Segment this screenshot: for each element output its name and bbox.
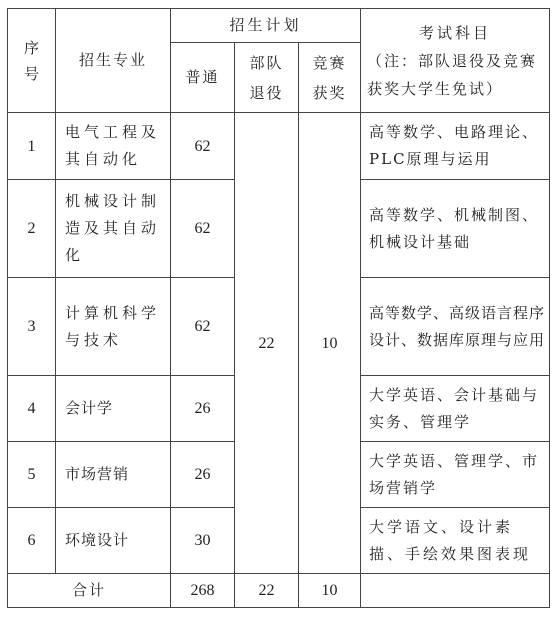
row-seq: 1	[8, 113, 56, 180]
row-major: 环境设计	[56, 508, 171, 574]
header-major: 招生专业	[56, 9, 171, 113]
row-exam: 大学语文、设计素描、手绘效果图表现	[361, 508, 550, 574]
row-major: 电气工程及其自动化	[56, 113, 171, 180]
row-seq: 6	[8, 508, 56, 574]
header-competition: 竞赛获奖	[299, 43, 361, 113]
total-competition: 10	[299, 574, 361, 608]
header-plan: 招生计划	[171, 9, 361, 43]
header-exam-note: （注：部队退役及竞赛获奖大学生免试）	[367, 51, 538, 98]
row-exam: 高等数学、高级语言程序设计、数据库原理与应用	[361, 278, 550, 376]
row-major: 会计学	[56, 376, 171, 442]
row-regular: 26	[171, 376, 235, 442]
merged-veteran: 22	[235, 113, 299, 574]
admissions-table	[7, 8, 550, 608]
row-regular: 62	[171, 113, 235, 180]
row-major: 机械设计制造及其自动化	[56, 180, 171, 278]
header-row-1	[8, 9, 550, 43]
row-seq: 4	[8, 376, 56, 442]
row-regular: 30	[171, 508, 235, 574]
row-major: 市场营销	[56, 442, 171, 508]
row-seq: 2	[8, 180, 56, 278]
row-seq: 5	[8, 442, 56, 508]
total-veteran: 22	[235, 574, 299, 608]
table-row	[8, 113, 550, 180]
header-veteran: 部队退役	[235, 43, 299, 113]
total-label: 合计	[8, 574, 171, 608]
row-exam: 大学英语、管理学、市场营销学	[361, 442, 550, 508]
header-exam-title: 考试科目	[419, 23, 492, 42]
header-seq: 序号	[8, 9, 56, 113]
row-regular: 62	[171, 180, 235, 278]
header-exam	[361, 9, 550, 113]
row-exam: 高等数学、电路理论、PLC原理与运用	[361, 113, 550, 180]
row-seq: 3	[8, 278, 56, 376]
row-regular: 26	[171, 442, 235, 508]
row-major: 计算机科学与技术	[56, 278, 171, 376]
total-exam-empty	[361, 574, 550, 608]
header-regular: 普通	[171, 43, 235, 113]
row-exam: 大学英语、会计基础与实务、管理学	[361, 376, 550, 442]
row-exam: 高等数学、机械制图、机械设计基础	[361, 180, 550, 278]
total-regular: 268	[171, 574, 235, 608]
row-regular: 62	[171, 278, 235, 376]
total-row	[8, 574, 550, 608]
merged-competition: 10	[299, 113, 361, 574]
